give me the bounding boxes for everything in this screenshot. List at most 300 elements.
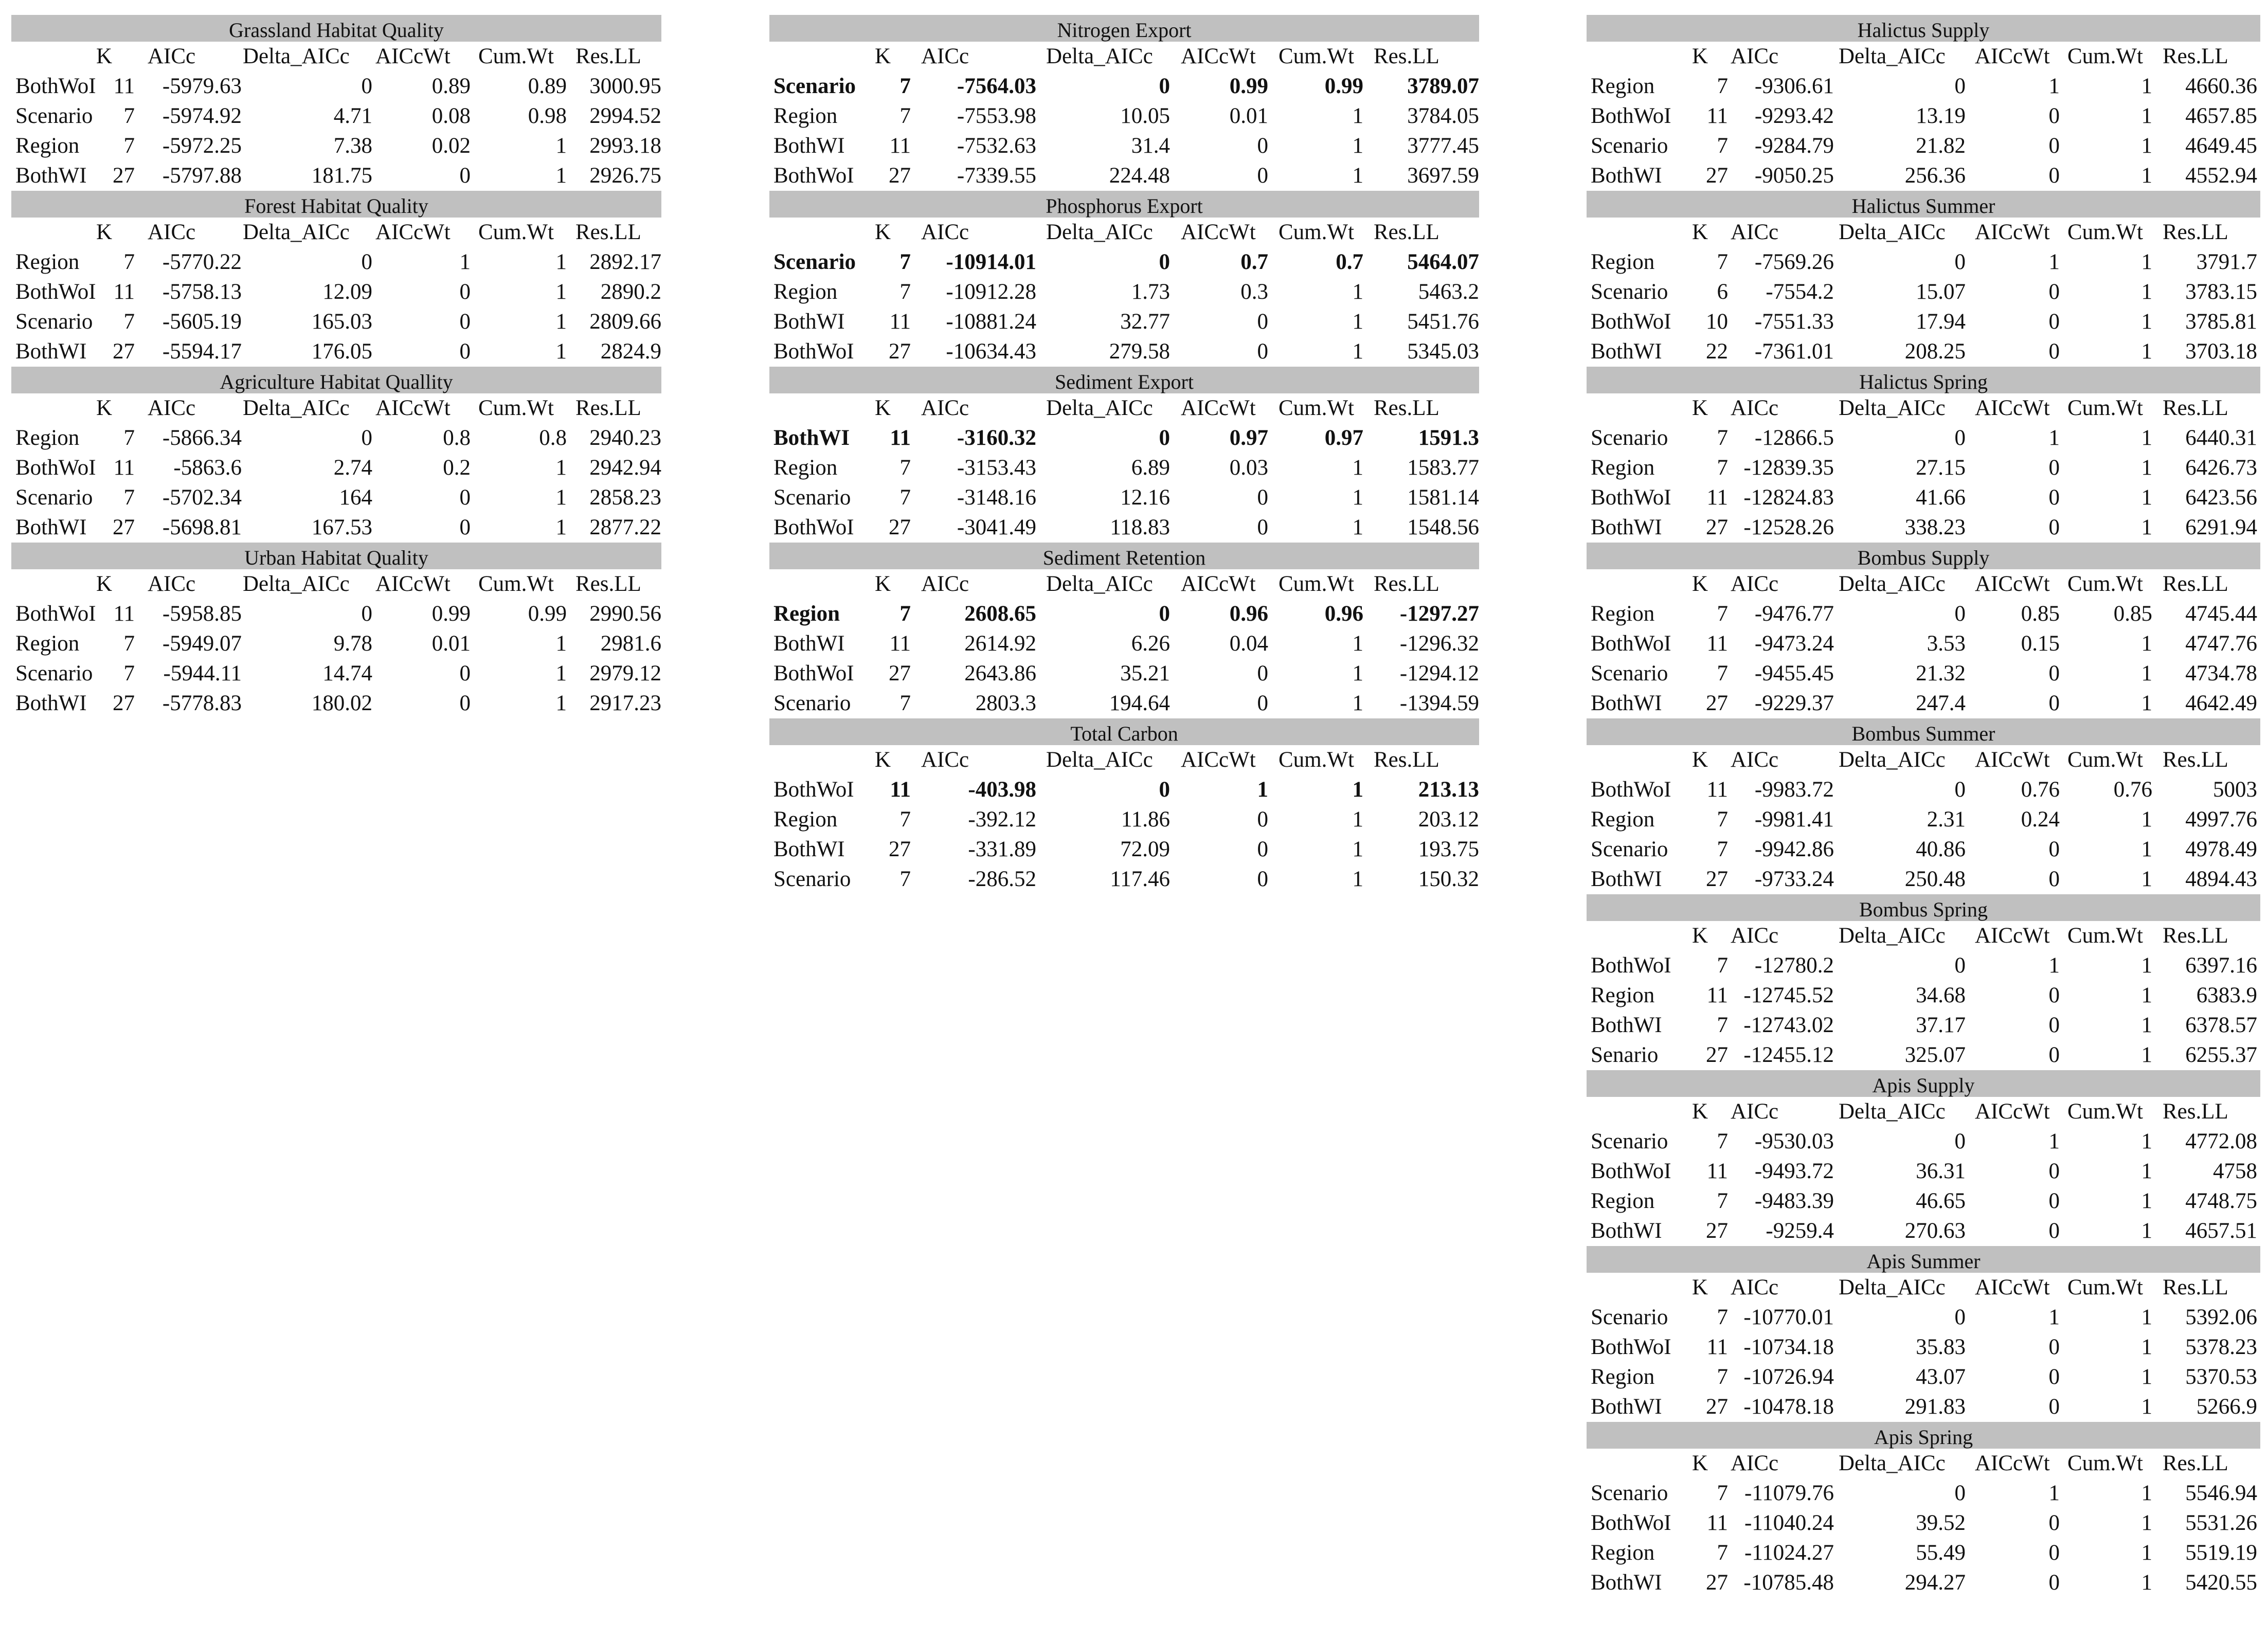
table-row (11, 599, 661, 629)
k-value: 7 (1717, 250, 1728, 274)
table-halictus-supply (1587, 15, 2260, 191)
delta-aicc-value: 12.09 (322, 280, 372, 304)
table-row (11, 337, 661, 367)
cum-wt-value: 1 (555, 515, 567, 539)
k-value: 7 (1717, 426, 1728, 450)
cum-wt-value: 0.99 (528, 602, 567, 626)
delta-aicc-value: 2.74 (333, 456, 372, 480)
k-value: 7 (1717, 837, 1728, 861)
table-row (1587, 1127, 2260, 1157)
aicc-value: -12455.12 (1743, 1043, 1834, 1067)
table-row (769, 513, 1479, 543)
delta-aicc-value: 180.02 (311, 691, 372, 715)
header-k: K (875, 748, 891, 772)
aiccwt-value: 0.01 (1229, 104, 1268, 128)
model-name: Scenario (773, 250, 856, 274)
model-name: BothWoI (1591, 485, 1671, 510)
aiccwt-value: 0 (1257, 515, 1268, 539)
aicc-value: -5797.88 (162, 164, 242, 188)
table-row (1587, 659, 2260, 689)
delta-aicc-value: 43.07 (1916, 1365, 1966, 1389)
cum-wt-value: 1 (555, 631, 567, 656)
table-row (1587, 1216, 2260, 1246)
delta-aicc-value: 41.66 (1916, 485, 1966, 510)
table-bombus-spring (1587, 894, 2260, 1070)
aiccwt-value: 0 (2048, 661, 2060, 685)
header-aiccwt: AICcWt (1181, 44, 1256, 68)
table-bombus-supply (1587, 543, 2260, 718)
cum-wt-value: 0.8 (539, 426, 567, 450)
table-row (11, 513, 661, 543)
aiccwt-value: 0 (1257, 807, 1268, 832)
res-ll-value: 193.75 (1418, 837, 1479, 861)
cum-wt-value: 0.7 (1336, 250, 1363, 274)
table-row (1587, 277, 2260, 307)
cum-wt-value: 1 (2141, 837, 2152, 861)
k-value: 7 (123, 134, 135, 158)
cum-wt-value: 1 (2141, 631, 2152, 656)
header-k: K (96, 44, 113, 68)
aicc-value: -10634.43 (946, 339, 1036, 364)
header-aicc: AICc (1731, 924, 1779, 948)
aiccwt-value: 0.89 (431, 74, 471, 98)
aiccwt-value: 0 (2048, 1365, 2060, 1389)
table-row (1587, 599, 2260, 629)
aicc-value: -9483.39 (1754, 1189, 1834, 1213)
aiccwt-value: 1 (2048, 1305, 2060, 1329)
aiccwt-value: 1 (459, 250, 471, 274)
cum-wt-value: 1 (1352, 631, 1363, 656)
header-k: K (1692, 1451, 1708, 1475)
header-aiccwt: AICcWt (1181, 220, 1256, 244)
table-title: Halictus Summer (1587, 191, 2260, 218)
header-res-ll: Res.LL (2163, 748, 2228, 772)
aicc-value: 2608.65 (964, 602, 1036, 626)
aiccwt-value: 0.96 (1229, 602, 1268, 626)
delta-aicc-value: 35.21 (1120, 661, 1170, 685)
header-k: K (1692, 572, 1708, 596)
cum-wt-value: 1 (555, 164, 567, 188)
table-row (11, 277, 661, 307)
aiccwt-value: 0 (2048, 1219, 2060, 1243)
res-ll-value: 5519.19 (2185, 1541, 2257, 1565)
table-row (769, 453, 1479, 483)
aiccwt-value: 0 (459, 691, 471, 715)
header-delta-aicc: Delta_AICc (1046, 748, 1153, 772)
aiccwt-value: 0 (2048, 310, 2060, 334)
cum-wt-value: 1 (2141, 1305, 2152, 1329)
res-ll-value: 2993.18 (589, 134, 661, 158)
table-row (11, 453, 661, 483)
k-value: 11 (1706, 778, 1728, 802)
k-value: 11 (113, 280, 135, 304)
table-row (11, 423, 661, 453)
delta-aicc-value: 21.82 (1916, 134, 1966, 158)
header-delta-aicc: Delta_AICc (243, 572, 350, 596)
aicc-value: -11024.27 (1744, 1541, 1834, 1565)
table-row (1587, 1538, 2260, 1568)
table-apis-spring (1587, 1422, 2260, 1598)
table-row (1587, 161, 2260, 191)
cum-wt-value: 1 (2141, 280, 2152, 304)
table-row (769, 689, 1479, 718)
delta-aicc-value: 0 (1954, 1305, 1966, 1329)
k-value: 27 (1706, 1219, 1728, 1243)
aiccwt-value: 0 (2048, 1043, 2060, 1067)
table-title: Bombus Summer (1587, 718, 2260, 745)
aiccwt-value: 0.97 (1229, 426, 1268, 450)
k-value: 7 (1717, 74, 1728, 98)
table-row (11, 689, 661, 718)
table-title: Phosphorus Export (769, 191, 1479, 218)
table-title: Forest Habitat Quality (11, 191, 661, 218)
table-row (769, 71, 1479, 101)
aicc-value: -5605.19 (162, 310, 242, 334)
cum-wt-value: 0.99 (1324, 74, 1363, 98)
aiccwt-value: 0 (1257, 164, 1268, 188)
header-k: K (1692, 924, 1708, 948)
res-ll-value: 3703.18 (2185, 339, 2257, 364)
k-value: 7 (899, 104, 911, 128)
k-value: 7 (123, 310, 135, 334)
table-title: Halictus Supply (1587, 15, 2260, 42)
cum-wt-value: 1 (555, 250, 567, 274)
k-value: 7 (1717, 1189, 1728, 1213)
header-delta-aicc: Delta_AICc (1839, 220, 1946, 244)
delta-aicc-value: 0 (361, 74, 372, 98)
model-name: BothWoI (773, 661, 854, 685)
column-middle (769, 15, 1479, 894)
res-ll-value: 4748.75 (2185, 1189, 2257, 1213)
res-ll-value: 3791.7 (2196, 250, 2257, 274)
model-name: BothWI (15, 339, 87, 364)
table-row (769, 599, 1479, 629)
model-name: BothWoI (1591, 953, 1671, 978)
aiccwt-value: 0.85 (2021, 602, 2060, 626)
aicc-value: -12745.52 (1743, 983, 1834, 1007)
header-cum-wt: Cum.Wt (478, 396, 554, 420)
k-value: 11 (1706, 631, 1728, 656)
table-row (1587, 1157, 2260, 1186)
aicc-value: -3160.32 (957, 426, 1036, 450)
res-ll-value: 4745.44 (2185, 602, 2257, 626)
cum-wt-value: 1 (2141, 1365, 2152, 1389)
delta-aicc-value: 279.58 (1109, 339, 1170, 364)
aicc-value: -7339.55 (957, 164, 1036, 188)
k-value: 7 (899, 691, 911, 715)
aicc-value: -9050.25 (1754, 164, 1834, 188)
cum-wt-value: 1 (1352, 661, 1363, 685)
table-sediment-export (769, 367, 1479, 543)
cum-wt-value: 1 (2141, 1335, 2152, 1359)
header-delta-aicc: Delta_AICc (243, 44, 350, 68)
model-name: BothWI (1591, 1571, 1662, 1595)
table-title: Apis Summer (1587, 1246, 2260, 1273)
delta-aicc-value: 7.38 (333, 134, 372, 158)
res-ll-value: 6291.94 (2185, 515, 2257, 539)
table-row (1587, 775, 2260, 805)
model-name: BothWI (1591, 515, 1662, 539)
res-ll-value: 2858.23 (589, 485, 661, 510)
header-k: K (1692, 748, 1708, 772)
delta-aicc-value: 294.27 (1904, 1571, 1966, 1595)
header-k: K (96, 220, 113, 244)
header-delta-aicc: Delta_AICc (1046, 396, 1153, 420)
aicc-value: -10770.01 (1743, 1305, 1834, 1329)
res-ll-value: 4894.43 (2185, 867, 2257, 891)
aiccwt-value: 0 (2048, 1189, 2060, 1213)
table-row (769, 131, 1479, 161)
k-value: 7 (1717, 807, 1728, 832)
aiccwt-value: 0.24 (2021, 807, 2060, 832)
aiccwt-value: 0 (2048, 1395, 2060, 1419)
aiccwt-value: 0 (2048, 456, 2060, 480)
cum-wt-value: 1 (2141, 983, 2152, 1007)
aiccwt-value: 0.99 (431, 602, 471, 626)
k-value: 7 (899, 250, 911, 274)
aiccwt-value: 0.7 (1240, 250, 1268, 274)
aiccwt-value: 0 (2048, 339, 2060, 364)
table-phosphorus-export (769, 191, 1479, 367)
table-row (769, 483, 1479, 513)
res-ll-value: 6426.73 (2185, 456, 2257, 480)
cum-wt-value: 1 (2141, 250, 2152, 274)
header-aiccwt: AICcWt (1181, 572, 1256, 596)
delta-aicc-value: 4.71 (333, 104, 372, 128)
header-cum-wt: Cum.Wt (2067, 220, 2143, 244)
aiccwt-value: 0 (2048, 280, 2060, 304)
header-delta-aicc: Delta_AICc (1839, 1451, 1946, 1475)
model-name: BothWI (773, 310, 845, 334)
header-aicc: AICc (148, 44, 196, 68)
cum-wt-value: 1 (2141, 807, 2152, 832)
delta-aicc-value: 0 (361, 602, 372, 626)
table-row (1587, 307, 2260, 337)
model-name: BothWoI (1591, 104, 1671, 128)
model-name: BothWI (1591, 164, 1662, 188)
table-apis-supply (1587, 1070, 2260, 1246)
header-delta-aicc: Delta_AICc (243, 220, 350, 244)
model-name: Region (1591, 602, 1655, 626)
column-header-row (769, 393, 1479, 423)
aiccwt-value: 1 (2048, 1129, 2060, 1153)
header-aicc: AICc (1731, 1099, 1779, 1124)
header-res-ll: Res.LL (575, 220, 641, 244)
aicc-value: -9229.37 (1754, 691, 1834, 715)
table-row (769, 307, 1479, 337)
cum-wt-value: 1 (1352, 164, 1363, 188)
model-name: BothWI (773, 426, 850, 450)
delta-aicc-value: 17.94 (1916, 310, 1966, 334)
header-aicc: AICc (148, 396, 196, 420)
model-name: Scenario (773, 485, 851, 510)
header-aiccwt: AICcWt (1181, 396, 1256, 420)
aicc-value: -10881.24 (946, 310, 1036, 334)
model-name: Region (1591, 807, 1655, 832)
res-ll-value: 150.32 (1418, 867, 1479, 891)
aicc-value: 2803.3 (975, 691, 1036, 715)
delta-aicc-value: 0 (1954, 250, 1966, 274)
table-row (1587, 1568, 2260, 1598)
res-ll-value: 1591.3 (1418, 426, 1479, 450)
aiccwt-value: 0.02 (431, 134, 471, 158)
model-name: BothWI (1591, 1395, 1662, 1419)
header-res-ll: Res.LL (2163, 220, 2228, 244)
header-cum-wt: Cum.Wt (478, 220, 554, 244)
k-value: 27 (113, 164, 135, 188)
table-row (1587, 247, 2260, 277)
header-aiccwt: AICcWt (1975, 1099, 2050, 1124)
header-k: K (875, 44, 891, 68)
model-name: BothWoI (15, 456, 96, 480)
column-header-row (769, 218, 1479, 247)
delta-aicc-value: 72.09 (1120, 837, 1170, 861)
k-value: 7 (1717, 1481, 1728, 1505)
aicc-value: -5949.07 (162, 631, 242, 656)
header-cum-wt: Cum.Wt (2067, 44, 2143, 68)
header-k: K (1692, 1099, 1708, 1124)
table-row (1587, 629, 2260, 659)
aiccwt-value: 0 (1257, 661, 1268, 685)
k-value: 27 (889, 837, 911, 861)
res-ll-value: 6383.9 (2196, 983, 2257, 1007)
delta-aicc-value: 0 (1954, 953, 1966, 978)
delta-aicc-value: 117.46 (1110, 867, 1170, 891)
table-row (1587, 835, 2260, 864)
cum-wt-value: 0.89 (528, 74, 567, 98)
res-ll-value: -1394.59 (1399, 691, 1479, 715)
delta-aicc-value: 0 (1954, 1481, 1966, 1505)
cum-wt-value: 1 (555, 456, 567, 480)
cum-wt-value: 1 (555, 661, 567, 685)
header-k: K (875, 396, 891, 420)
aicc-value: -5979.63 (162, 74, 242, 98)
aicc-value: -7532.63 (957, 134, 1036, 158)
aicc-value: -5958.85 (162, 602, 242, 626)
model-name: Scenario (1591, 1129, 1668, 1153)
table-title: Urban Habitat Quality (11, 543, 661, 569)
aicc-value: 2643.86 (964, 661, 1036, 685)
delta-aicc-value: 31.4 (1131, 134, 1170, 158)
cum-wt-value: 1 (2141, 1481, 2152, 1505)
aiccwt-value: 0 (2048, 134, 2060, 158)
header-res-ll: Res.LL (575, 44, 641, 68)
k-value: 7 (1717, 602, 1728, 626)
res-ll-value: 4649.45 (2185, 134, 2257, 158)
table-sediment-retention (769, 543, 1479, 718)
res-ll-value: 5546.94 (2185, 1481, 2257, 1505)
table-title: Sediment Export (769, 367, 1479, 393)
aicc-value: -5866.34 (162, 426, 242, 450)
cum-wt-value: 0.85 (2113, 602, 2152, 626)
cum-wt-value: 0.76 (2113, 778, 2152, 802)
header-aicc: AICc (1731, 1275, 1779, 1300)
cum-wt-value: 1 (1352, 691, 1363, 715)
delta-aicc-value: 165.03 (311, 310, 372, 334)
delta-aicc-value: 176.05 (311, 339, 372, 364)
model-name: BothWI (1591, 867, 1662, 891)
k-value: 22 (1706, 339, 1728, 364)
table-row (769, 805, 1479, 835)
aicc-value: -9733.24 (1754, 867, 1834, 891)
aicc-value: -11040.24 (1744, 1511, 1834, 1535)
k-value: 27 (113, 515, 135, 539)
header-aicc: AICc (1731, 1451, 1779, 1475)
res-ll-value: 5463.2 (1418, 280, 1479, 304)
table-row (11, 307, 661, 337)
column-header-row (1587, 393, 2260, 423)
aiccwt-value: 0.15 (2021, 631, 2060, 656)
delta-aicc-value: 14.74 (322, 661, 372, 685)
res-ll-value: 5392.06 (2185, 1305, 2257, 1329)
model-name: Scenario (15, 310, 93, 334)
res-ll-value: 3789.07 (1407, 74, 1479, 98)
cum-wt-value: 1 (2141, 953, 2152, 978)
header-aiccwt: AICcWt (1975, 220, 2050, 244)
aiccwt-value: 1 (1257, 778, 1268, 802)
header-res-ll: Res.LL (2163, 924, 2228, 948)
header-delta-aicc: Delta_AICc (1839, 924, 1946, 948)
header-delta-aicc: Delta_AICc (1839, 748, 1946, 772)
aiccwt-value: 0 (459, 485, 471, 510)
header-aiccwt: AICcWt (1975, 924, 2050, 948)
table-row (769, 864, 1479, 894)
table-halictus-summer (1587, 191, 2260, 367)
model-name: BothWoI (1591, 631, 1671, 656)
column-header-row (1587, 42, 2260, 71)
res-ll-value: 4552.94 (2185, 164, 2257, 188)
header-aiccwt: AICcWt (375, 572, 451, 596)
header-res-ll: Res.LL (575, 572, 641, 596)
table-row (11, 161, 661, 191)
table-title: Total Carbon (769, 718, 1479, 745)
aicc-value: -12780.2 (1754, 953, 1834, 978)
aicc-value: -9942.86 (1754, 837, 1834, 861)
delta-aicc-value: 15.07 (1916, 280, 1966, 304)
aiccwt-value: 0 (2048, 1541, 2060, 1565)
aicc-value: -10734.18 (1743, 1335, 1834, 1359)
table-row (1587, 1303, 2260, 1332)
k-value: 7 (123, 661, 135, 685)
delta-aicc-value: 21.32 (1916, 661, 1966, 685)
res-ll-value: 5003 (2213, 778, 2257, 802)
k-value: 27 (1706, 691, 1728, 715)
cum-wt-value: 1 (2141, 1189, 2152, 1213)
k-value: 11 (1706, 485, 1728, 510)
header-aicc: AICc (1731, 572, 1779, 596)
delta-aicc-value: 0 (1954, 74, 1966, 98)
aicc-value: -3148.16 (957, 485, 1036, 510)
column-left (11, 15, 661, 718)
cum-wt-value: 1 (2141, 515, 2152, 539)
header-aicc: AICc (1731, 748, 1779, 772)
aiccwt-value: 0 (2048, 837, 2060, 861)
aiccwt-value: 0 (2048, 1571, 2060, 1595)
aiccwt-value: 1 (2048, 1481, 2060, 1505)
k-value: 27 (889, 164, 911, 188)
aicc-value: -10914.01 (946, 250, 1036, 274)
aicc-value: -9293.42 (1754, 104, 1834, 128)
model-name: Region (773, 456, 838, 480)
table-row (11, 483, 661, 513)
res-ll-value: 2892.17 (589, 250, 661, 274)
cum-wt-value: 1 (555, 691, 567, 715)
header-k: K (1692, 220, 1708, 244)
aiccwt-value: 0 (459, 661, 471, 685)
cum-wt-value: 1 (1352, 134, 1363, 158)
column-header-row (11, 569, 661, 599)
model-name: Scenario (1591, 134, 1668, 158)
